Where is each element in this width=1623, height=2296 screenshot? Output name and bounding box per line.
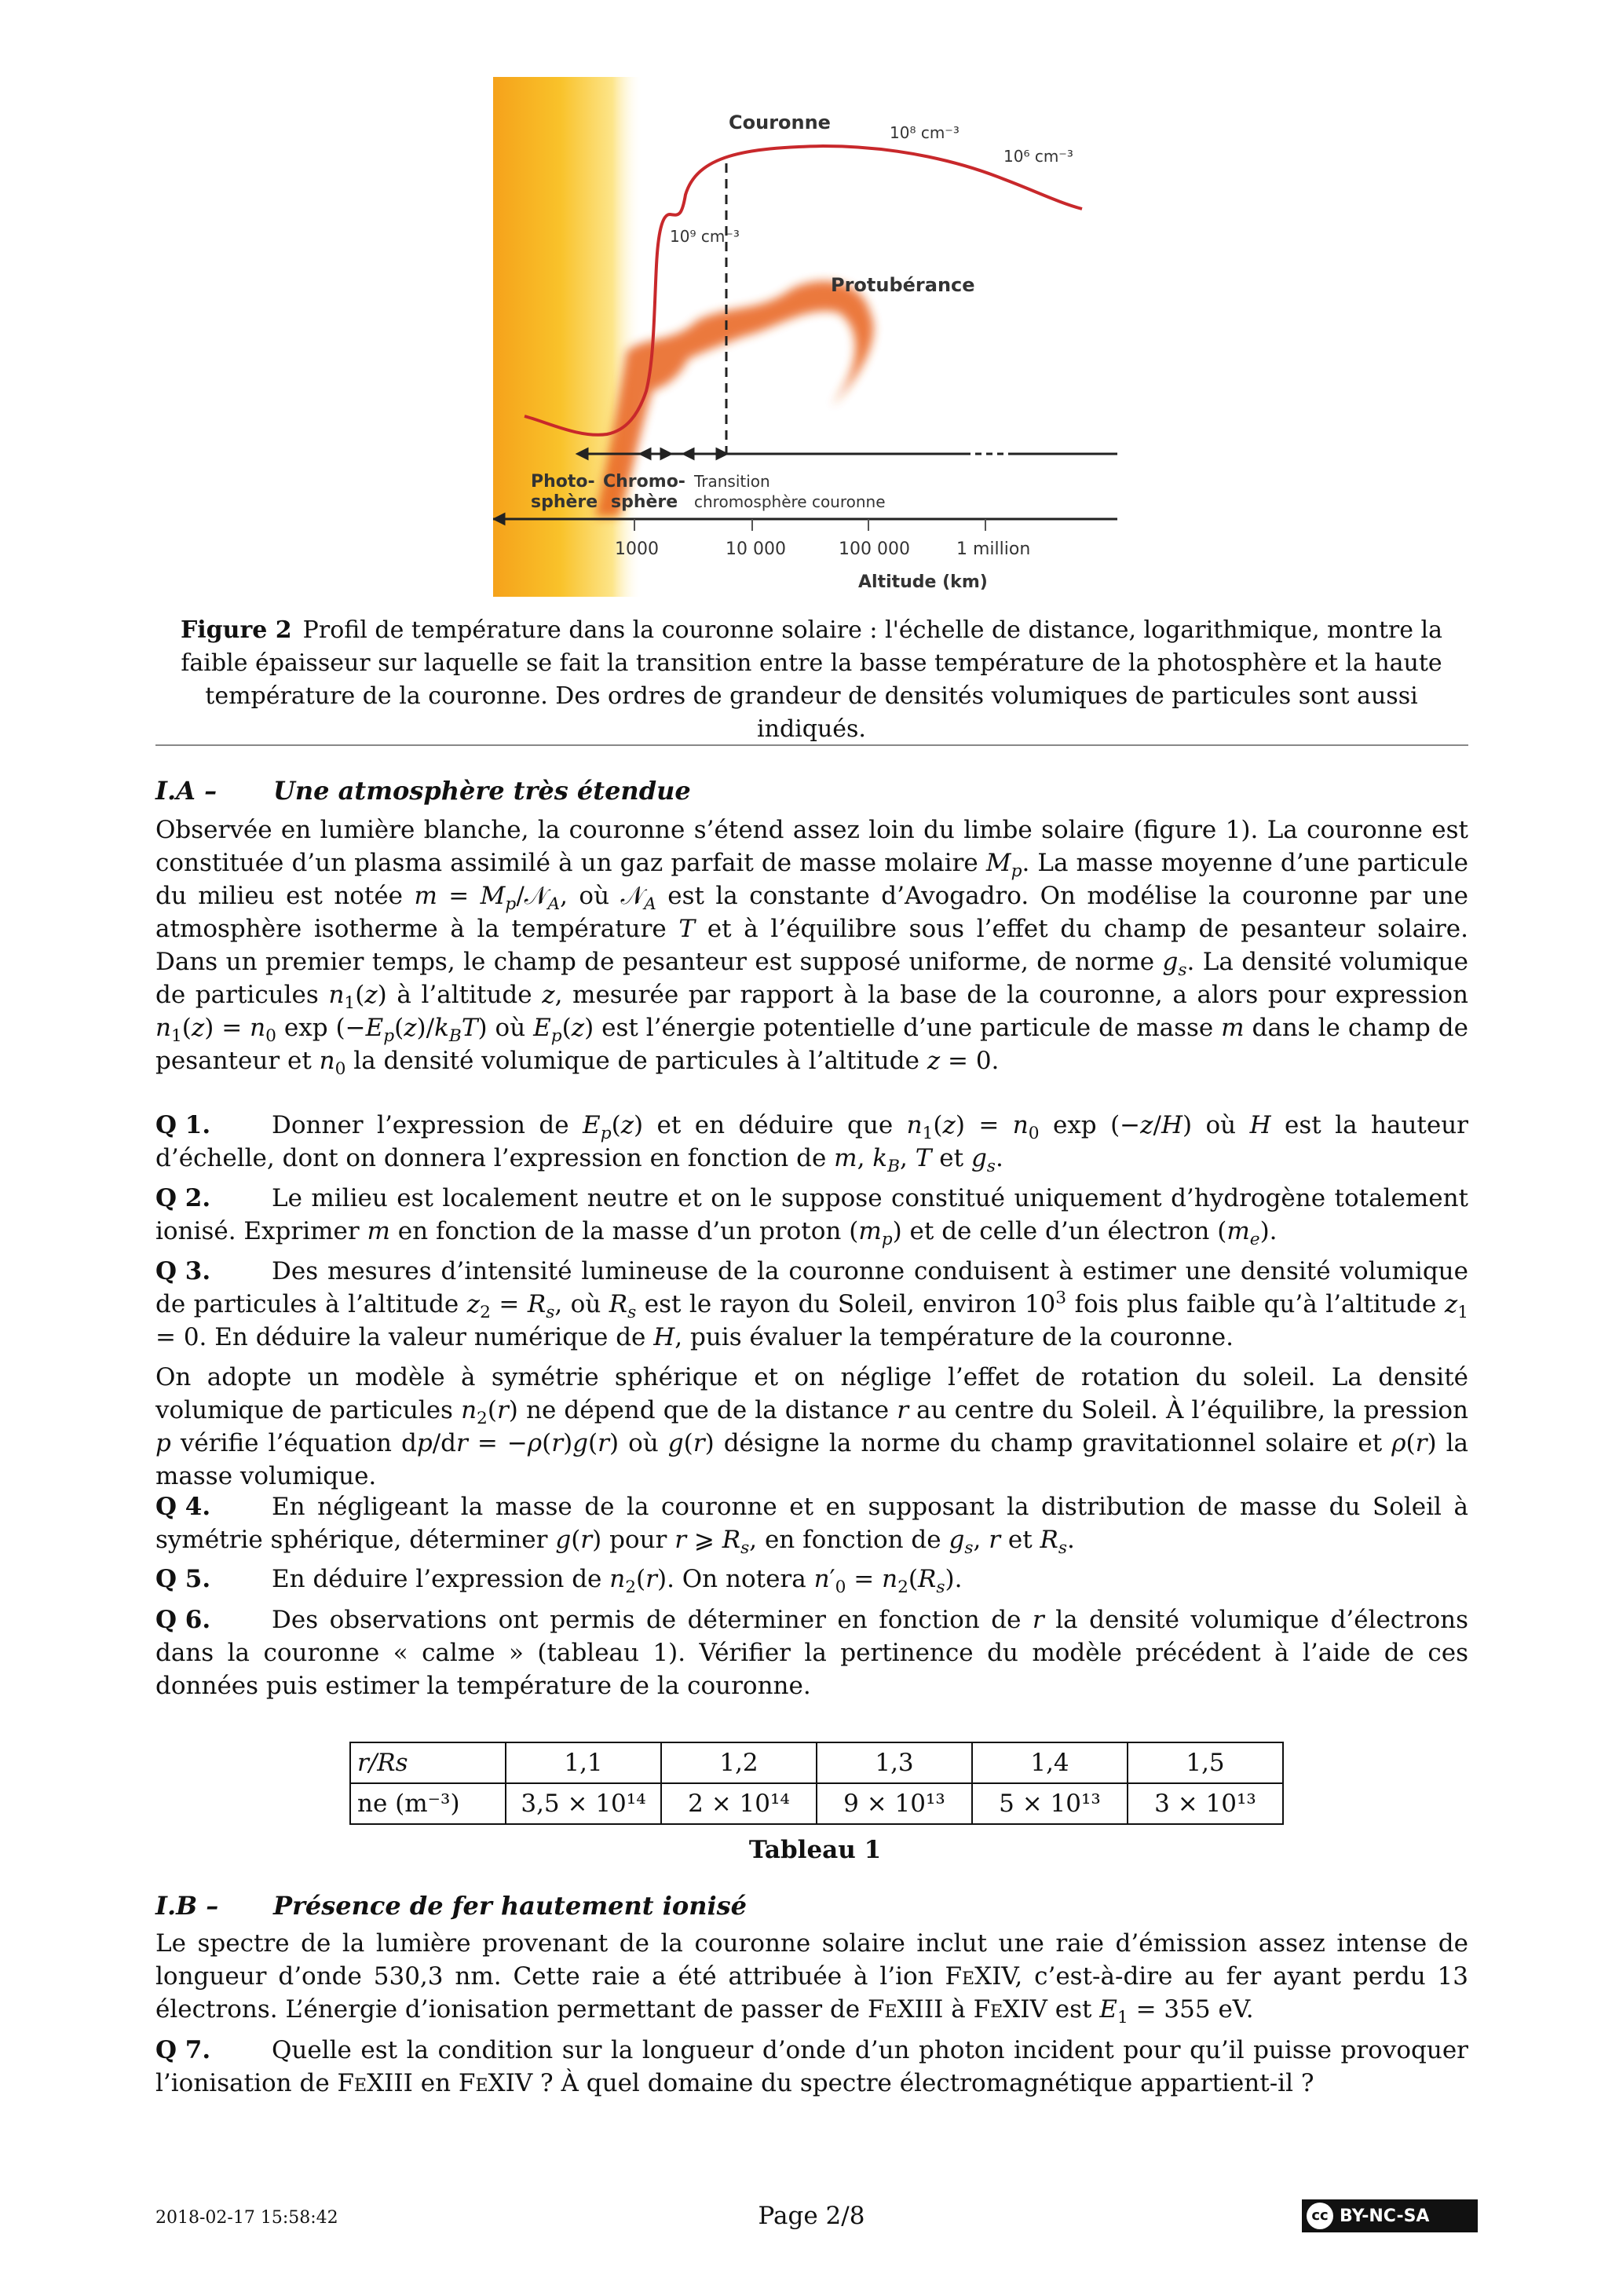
question-2: Q 2. Le milieu est localement neutre et on le suppose constitué uniquement d’hydrogène totalement ionisé. Exprimer m en fonction de la masse d’un proton $(m_p)$ et de celle d’un électron $(m_e)$.	[155, 1182, 1468, 1248]
footer-date: 2018-02-17 15:58:42	[155, 2208, 338, 2228]
question-3: Q 3. Des mesures d’intensité lumineuse de la couronne conduisent à estimer une densité volumique de particules à l’altitude $z_2 = R_s$, où $R_s$ est le rayon du Soleil, environ $10^3$ fois plus faible qu’à l’altitude $z_1 = 0$. En déduire la valeur numérique de H, puis évaluer la température de la couronne.	[155, 1255, 1468, 1354]
table-cell: 9 × 10¹³	[817, 1783, 972, 1824]
figure-caption	[157, 614, 1466, 746]
question-6-number: Q 6.	[155, 1606, 211, 1634]
table-cell: 3,5 × 10¹⁴	[506, 1783, 661, 1824]
section-ib-number: I.B –	[155, 1891, 219, 1921]
figure-caption-label: Figure 2	[180, 616, 292, 644]
question-6: Q 6. Des observations ont permis de déterminer en fonction de r la densité volumique d’électrons dans la couronne « calme » (tableau 1). Vérifier la pertinence du modèle précédent à l’aide de ces données puis estimer la température de la couronne.	[155, 1603, 1468, 1702]
question-1-number: Q 1.	[155, 1111, 211, 1139]
section-ib-heading: Présence de fer hautement ionisé	[273, 1891, 748, 1921]
label-density-8: 10⁸ cm⁻³	[890, 123, 960, 142]
temperature-profile-diagram	[493, 77, 1121, 597]
question-4: Q 4. En négligeant la masse de la couronne et en supposant la distribution de masse du Soleil à symétrie sphérique, déterminer g(r) pour r ⩾ $R_s$, en fonction de $g_s$, r et $R_s$.	[155, 1490, 1468, 1556]
tick-1million: 1 million	[956, 539, 1031, 559]
label-density-6: 10⁶ cm⁻³	[1003, 147, 1073, 166]
table-header-ne: ne (m⁻³)	[350, 1783, 506, 1824]
question-5-number: Q 5.	[155, 1565, 211, 1593]
table-caption: Tableau 1	[748, 1836, 882, 1864]
label-photo1: Photo-	[531, 472, 595, 492]
question-7-number: Q 7.	[155, 2036, 211, 2064]
label-transition1: Transition	[694, 472, 770, 491]
table-row-ne	[350, 1783, 1283, 1824]
divider	[155, 744, 1468, 746]
table-cell: 3 × 10¹³	[1128, 1783, 1283, 1824]
label-transition2: chromosphère couronne	[694, 492, 886, 511]
license-badge	[1302, 2199, 1478, 2232]
question-3-number: Q 3.	[155, 1257, 211, 1285]
section-ia-title	[155, 776, 691, 806]
paragraph-spherical-model: On adopte un modèle à symétrie sphérique et on néglige l’effet de rotation du soleil. La densité volumique de particules $n_2(r)$ ne dépend que de la distance r au centre du Soleil. À l’équilibre, la pression p vérifie l’équation dp/dr = −ρ(r)g(r) où g(r) désigne la norme du champ gravitationnel solaire et ρ(r) la masse volumique.	[155, 1363, 1468, 1490]
axis-label-altitude: Altitude (km)	[858, 572, 988, 592]
paragraph-ib-intro: Le spectre de la lumière provenant de la couronne solaire inclut une raie d’émission assez intense de longueur d’onde 530,3 nm. Cette raie a été attribuée à l’ion FeXIV, c’est-à-dire au fer ayant perdu 13 électrons. L’énergie d’ionisation permettant de passer de FeXIII à FeXIV est $E_1 = 355$ eV.	[155, 1929, 1469, 2028]
question-7: Q 7. Quelle est la condition sur la longueur d’onde d’un photon incident pour qu’il puisse provoquer l’ionisation de FeXIII en FeXIV ? À quel domaine du spectre électromagnétique appartient-il ?	[155, 2034, 1468, 2100]
tick-1000: 1000	[615, 539, 659, 559]
label-density-9: 10⁹ cm⁻³	[670, 227, 740, 246]
section-ia-heading: Une atmosphère très étendue	[273, 776, 691, 806]
table-cell: 1,4	[972, 1742, 1128, 1783]
axis-ticks	[634, 519, 985, 531]
table-cell: 1,5	[1128, 1742, 1283, 1783]
license-text: BY-NC-SA	[1340, 2206, 1430, 2226]
section-ib-title	[155, 1891, 747, 1921]
cc-icon: cc	[1307, 2203, 1333, 2229]
question-2-number: Q 2.	[155, 1184, 211, 1212]
tick-100000: 100 000	[839, 539, 910, 559]
label-photo2: sphère	[531, 492, 598, 512]
label-protuberance: Protubérance	[831, 274, 975, 296]
section-ia-number: I.A –	[155, 776, 217, 806]
table-header-r: r/Rs	[350, 1742, 506, 1783]
table-cell: 1,1	[506, 1742, 661, 1783]
paragraph-ia-intro: Observée en lumière blanche, la couronne s’étend assez loin du limbe solaire (figure 1). La couronne est constituée d’un plasma assimilé à un gaz parfait de masse molaire $M_p$. La masse moyenne d’une particule du milieu est notée $m = M_p/𝒩_A$, où 𝒩$_A$ est la constante d’Avogadro. On modélise la couronne par une atmosphère isotherme à la température T et à l’équilibre sous l’effet du champ de pesanteur solaire. Dans un premier temps, le champ de pesanteur est supposé uniforme, de norme $g_s$. La densité volumique de particules $n_1(z)$ à l’altitude z, mesurée par rapport à la base de la couronne, a alors pour expression $n_1(z) = n_0$ $\exp (-E_p(z)/k_BT)$ où $E_p(z)$ est l’énergie potentielle d’une particule de masse m dans le champ de pesanteur et $n_0$ la densité volumique de particules à l’altitude z = 0.	[155, 816, 1469, 1080]
table-cell: 5 × 10¹³	[972, 1783, 1128, 1824]
table-cell: 1,2	[661, 1742, 817, 1783]
label-chromo1: Chromo-	[603, 472, 685, 492]
figure-2	[493, 77, 1121, 597]
label-chromo2: sphère	[611, 492, 678, 512]
figure-caption-text: Profil de température dans la couronne solaire : l'échelle de distance, logarithmique, montre la faible épaisseur sur laquelle se fait la transition entre la basse température de la photosphère et la haute température de la couronne. Des ordres de grandeur de densités volumiques de particules sont aussi indiqués.	[181, 616, 1443, 743]
table-row-r	[350, 1742, 1283, 1783]
page-number: Page 2/8	[758, 2202, 865, 2230]
question-5: Q 5. En déduire l’expression de $n_2(r)$. On notera $n'_0 = n_2(R_s)$.	[155, 1563, 1468, 1596]
question-1: Q 1. Donner l’expression de $E_p(z)$ et en déduire que $n_1(z) = n_0$ exp (−z/H) où H est la hauteur d’échelle, dont on donnera l’expression en fonction de m, $k_B$, T et $g_s$.	[155, 1109, 1468, 1175]
table-1	[349, 1742, 1284, 1825]
table-cell: 1,3	[817, 1742, 972, 1783]
table-cell: 2 × 10¹⁴	[661, 1783, 817, 1824]
question-4-number: Q 4.	[155, 1493, 211, 1521]
label-couronne: Couronne	[729, 112, 831, 133]
tick-10000: 10 000	[726, 539, 786, 559]
